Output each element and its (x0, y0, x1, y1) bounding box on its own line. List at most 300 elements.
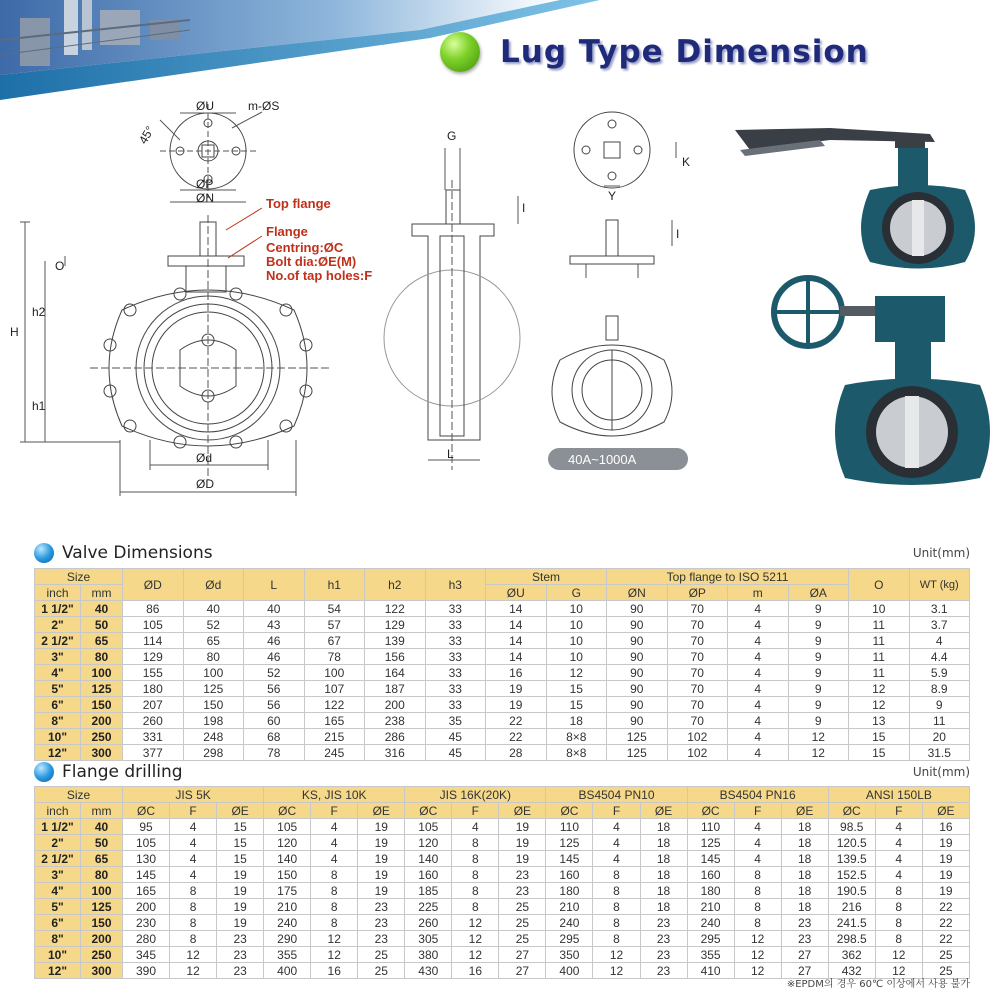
table-cell: 19 (217, 915, 264, 931)
col-O: O (849, 569, 910, 601)
table-cell: 4 (728, 745, 789, 761)
size-cell: 3" (35, 649, 81, 665)
col-N: ØN (607, 585, 668, 601)
size-cell: 125 (81, 899, 123, 915)
table-cell: 3.7 (909, 617, 970, 633)
table-cell: 316 (365, 745, 426, 761)
table-cell: 19 (358, 819, 405, 835)
table-cell: 14 (486, 617, 547, 633)
label-angle: 45° (135, 123, 158, 147)
table-cell: 240 (546, 915, 593, 931)
table-cell: 140 (264, 851, 311, 867)
table-cell: 216 (828, 899, 875, 915)
col-ks-jis10k: KS, JIS 10K (264, 787, 405, 803)
table-cell: 27 (781, 963, 828, 979)
table-cell: 4 (728, 601, 789, 617)
table-cell: 4 (728, 697, 789, 713)
table-cell: 78 (244, 745, 305, 761)
table-cell: 23 (358, 899, 405, 915)
table-cell: 23 (781, 931, 828, 947)
table-cell: 160 (405, 867, 452, 883)
table-cell: 70 (667, 617, 728, 633)
table-cell: 331 (123, 729, 184, 745)
table-cell: 10 (546, 601, 607, 617)
table-cell: 33 (425, 601, 486, 617)
table-cell: 125 (607, 745, 668, 761)
table-cell: 12 (849, 697, 910, 713)
table-cell: 18 (546, 713, 607, 729)
table-row (35, 867, 970, 883)
table-cell: 4 (875, 835, 922, 851)
subheader-cell: ØE (358, 803, 405, 819)
table-cell: 33 (425, 649, 486, 665)
table-cell: 90 (607, 713, 668, 729)
table-cell: 33 (425, 617, 486, 633)
size-cell: 40 (81, 819, 123, 835)
table-cell: 105 (123, 617, 184, 633)
table-cell: 16 (311, 963, 358, 979)
table-cell: 15 (546, 681, 607, 697)
table-cell: 8 (452, 835, 499, 851)
size-cell: 12" (35, 963, 81, 979)
table-cell: 380 (405, 947, 452, 963)
table-row (35, 601, 970, 617)
table-cell: 145 (687, 851, 734, 867)
table-cell: 31.5 (909, 745, 970, 761)
table-cell: 180 (123, 681, 184, 697)
table-cell: 4 (728, 713, 789, 729)
col-h1: h1 (304, 569, 365, 601)
table-cell: 8 (452, 851, 499, 867)
table-cell: 11 (849, 633, 910, 649)
table-cell: 198 (183, 713, 244, 729)
valve-dimensions-body (35, 601, 970, 761)
table-cell: 110 (687, 819, 734, 835)
size-cell: 4" (35, 883, 81, 899)
table-cell: 12 (734, 931, 781, 947)
table-cell: 432 (828, 963, 875, 979)
table-cell: 4 (734, 835, 781, 851)
table-cell: 22 (486, 713, 547, 729)
col-top-flange: Top flange to ISO 5211 (607, 569, 849, 585)
table-row (35, 899, 970, 915)
table-cell: 46 (244, 633, 305, 649)
table-cell: 4 (875, 867, 922, 883)
table-cell: 8 (593, 931, 640, 947)
table-cell: 22 (922, 931, 969, 947)
table-cell: 56 (244, 681, 305, 697)
table-cell: 33 (425, 697, 486, 713)
table-cell: 90 (607, 681, 668, 697)
table-row (35, 819, 970, 835)
table-cell: 355 (264, 947, 311, 963)
table-cell: 245 (304, 745, 365, 761)
table-cell: 25 (499, 899, 546, 915)
table-cell: 10 (546, 617, 607, 633)
label-top-flange: Top flange (266, 196, 331, 211)
table-cell: 9 (788, 681, 849, 697)
table-cell: 100 (183, 665, 244, 681)
table-cell: 355 (687, 947, 734, 963)
size-cell: 2 1/2" (35, 633, 81, 649)
table-cell: 8 (311, 883, 358, 899)
table-cell: 4 (593, 835, 640, 851)
table-cell: 4 (170, 835, 217, 851)
col-m: m (728, 585, 789, 601)
table-row (35, 883, 970, 899)
size-cell: 1 1/2" (35, 601, 81, 617)
table-cell: 27 (499, 963, 546, 979)
size-cell: 5" (35, 899, 81, 915)
table-cell: 11 (849, 665, 910, 681)
table-cell: 8 (593, 883, 640, 899)
table-cell: 4 (728, 729, 789, 745)
lever-valve-photo (735, 128, 975, 269)
subheader-cell: mm (81, 803, 123, 819)
label-flange: Flange (266, 224, 308, 239)
table-cell: 8 (593, 915, 640, 931)
table-cell: 4 (593, 851, 640, 867)
label-centring: Centring:ØC (266, 240, 344, 255)
table-cell: 4 (734, 819, 781, 835)
table-cell: 345 (123, 947, 170, 963)
size-cell: 3" (35, 867, 81, 883)
col-h3: h3 (425, 569, 486, 601)
table-cell: 120 (405, 835, 452, 851)
table-cell: 129 (365, 617, 426, 633)
flange-drilling-header (34, 762, 970, 782)
table-cell: 295 (546, 931, 593, 947)
table-cell: 8 (311, 915, 358, 931)
table-cell: 8×8 (546, 745, 607, 761)
stem-flange-detail (570, 220, 672, 278)
label-h1: h1 (32, 399, 46, 413)
table-cell: 33 (425, 633, 486, 649)
table-cell: 130 (123, 851, 170, 867)
table-cell: 19 (499, 819, 546, 835)
table-cell: 105 (405, 819, 452, 835)
table-cell: 4 (909, 633, 970, 649)
table-cell: 120 (264, 835, 311, 851)
table-cell: 164 (365, 665, 426, 681)
col-jis5k: JIS 5K (123, 787, 264, 803)
table-cell: 90 (607, 617, 668, 633)
table-cell: 390 (123, 963, 170, 979)
subheader-cell: inch (35, 803, 81, 819)
table-cell: 10 (546, 633, 607, 649)
table-cell: 140 (405, 851, 452, 867)
table-cell: 22 (486, 729, 547, 745)
table-cell: 9 (788, 713, 849, 729)
table-cell: 225 (405, 899, 452, 915)
table-cell: 23 (217, 931, 264, 947)
table-cell: 23 (499, 867, 546, 883)
page-title: Lug Type Dimension (500, 34, 869, 70)
size-cell: 8" (35, 931, 81, 947)
table-row (35, 915, 970, 931)
table-cell: 70 (667, 601, 728, 617)
table-cell: 78 (304, 649, 365, 665)
table-cell: 4 (728, 681, 789, 697)
table-cell: 25 (499, 915, 546, 931)
table-cell: 4 (728, 665, 789, 681)
small-front-view (552, 316, 672, 436)
table-cell: 80 (183, 649, 244, 665)
subheader-cell: ØC (264, 803, 311, 819)
flange-drilling-unit: Unit(mm) (912, 765, 970, 779)
table-cell: 4 (728, 617, 789, 633)
col-size: Size (35, 569, 123, 585)
size-cell: 2" (35, 617, 81, 633)
table-cell: 12 (593, 947, 640, 963)
table-cell: 125 (546, 835, 593, 851)
table-cell: 16 (452, 963, 499, 979)
table-cell: 60 (244, 713, 305, 729)
section-bullet-icon (34, 762, 54, 782)
table-cell: 305 (405, 931, 452, 947)
table-cell: 248 (183, 729, 244, 745)
col-bs4504-pn10: BS4504 PN10 (546, 787, 687, 803)
table-cell: 4 (593, 819, 640, 835)
subheader-cell: F (170, 803, 217, 819)
table-cell: 22 (922, 899, 969, 915)
table-cell: 19 (499, 851, 546, 867)
flange-drilling-body (35, 819, 970, 979)
table-cell: 122 (304, 697, 365, 713)
table-cell: 4 (311, 819, 358, 835)
table-cell: 12 (734, 947, 781, 963)
col-wt: WT (kg) (909, 569, 970, 601)
subheader-cell: ØC (405, 803, 452, 819)
table-cell: 18 (781, 867, 828, 883)
table-cell: 18 (781, 835, 828, 851)
col-D: ØD (123, 569, 184, 601)
footnote: ※EPDM의 경우 60℃ 이상에서 사용 불가 (786, 979, 970, 990)
size-cell: 200 (81, 713, 123, 729)
table-cell: 35 (425, 713, 486, 729)
table-cell: 18 (640, 867, 687, 883)
col-d: Ød (183, 569, 244, 601)
table-cell: 15 (217, 835, 264, 851)
table-cell: 5.9 (909, 665, 970, 681)
table-cell: 95 (123, 819, 170, 835)
table-cell: 12 (875, 963, 922, 979)
table-cell: 298.5 (828, 931, 875, 947)
page-title-group (440, 32, 869, 72)
table-cell: 295 (687, 931, 734, 947)
table-cell: 4.4 (909, 649, 970, 665)
table-cell: 215 (304, 729, 365, 745)
col-P: ØP (667, 585, 728, 601)
table-cell: 230 (123, 915, 170, 931)
table-cell: 114 (123, 633, 184, 649)
table-cell: 43 (244, 617, 305, 633)
table-cell: 12 (170, 947, 217, 963)
table-cell: 40 (183, 601, 244, 617)
table-cell: 23 (640, 963, 687, 979)
table-cell: 155 (123, 665, 184, 681)
table-cell: 65 (183, 633, 244, 649)
table-cell: 400 (546, 963, 593, 979)
table-cell: 8 (875, 931, 922, 947)
table-cell: 145 (123, 867, 170, 883)
table-row (35, 851, 970, 867)
table-cell: 139.5 (828, 851, 875, 867)
table-cell: 25 (499, 931, 546, 947)
table-cell: 70 (667, 633, 728, 649)
table-cell: 19 (922, 851, 969, 867)
table-cell: 98.5 (828, 819, 875, 835)
size-cell: 1 1/2" (35, 819, 81, 835)
table-cell: 18 (781, 899, 828, 915)
table-cell: 145 (546, 851, 593, 867)
table-cell: 15 (217, 819, 264, 835)
table-cell: 8 (875, 883, 922, 899)
table-cell: 350 (546, 947, 593, 963)
table-cell: 8 (311, 899, 358, 915)
size-cell: 65 (81, 851, 123, 867)
subheader-cell: F (452, 803, 499, 819)
table-cell: 8 (593, 899, 640, 915)
table-row (35, 697, 970, 713)
table-cell: 290 (264, 931, 311, 947)
table-cell: 8 (734, 867, 781, 883)
table-row (35, 729, 970, 745)
col-G: G (546, 585, 607, 601)
table-cell: 12 (546, 665, 607, 681)
col-ansi150lb: ANSI 150LB (828, 787, 969, 803)
table-cell: 28 (486, 745, 547, 761)
table-cell: 125 (607, 729, 668, 745)
subheader-cell: ØE (922, 803, 969, 819)
subheader-cell: F (311, 803, 358, 819)
table-cell: 210 (546, 899, 593, 915)
table-cell: 90 (607, 697, 668, 713)
table-cell: 16 (922, 819, 969, 835)
table-cell: 210 (687, 899, 734, 915)
table-cell: 165 (304, 713, 365, 729)
table-cell: 160 (546, 867, 593, 883)
table-cell: 70 (667, 697, 728, 713)
table-cell: 14 (486, 633, 547, 649)
table-cell: 12 (452, 947, 499, 963)
table-cell: 90 (607, 665, 668, 681)
table-cell: 8 (170, 883, 217, 899)
table-cell: 9 (788, 665, 849, 681)
table-cell: 23 (499, 883, 546, 899)
flange-drilling-title: Flange drilling (62, 762, 183, 782)
section-bullet-icon (34, 543, 54, 563)
table-cell: 15 (849, 729, 910, 745)
col-A: ØA (788, 585, 849, 601)
table-cell: 102 (667, 729, 728, 745)
table-cell: 45 (425, 745, 486, 761)
table-cell: 8 (734, 883, 781, 899)
table-cell: 23 (358, 915, 405, 931)
size-cell: 250 (81, 729, 123, 745)
size-cell: 6" (35, 915, 81, 931)
size-cell: 150 (81, 697, 123, 713)
table-cell: 12 (788, 729, 849, 745)
table-cell: 68 (244, 729, 305, 745)
subheader-cell: F (875, 803, 922, 819)
table-cell: 54 (304, 601, 365, 617)
table-cell: 400 (264, 963, 311, 979)
size-cell: 50 (81, 617, 123, 633)
table-cell: 4 (311, 835, 358, 851)
table-cell: 19 (217, 867, 264, 883)
label-K: K (682, 155, 691, 169)
table-cell: 19 (358, 835, 405, 851)
table-cell: 18 (781, 851, 828, 867)
table-cell: 150 (264, 867, 311, 883)
subheader-cell: ØE (217, 803, 264, 819)
table-row (35, 947, 970, 963)
table-cell: 12 (875, 947, 922, 963)
gear-valve-photo (774, 278, 990, 485)
table-cell: 410 (687, 963, 734, 979)
table-cell: 8 (170, 899, 217, 915)
table-cell: 4 (875, 819, 922, 835)
table-cell: 18 (640, 851, 687, 867)
subheader-cell: ØC (828, 803, 875, 819)
table-cell: 8 (170, 931, 217, 947)
table-cell: 102 (667, 745, 728, 761)
size-cell: 250 (81, 947, 123, 963)
size-cell: 100 (81, 883, 123, 899)
table-cell: 185 (405, 883, 452, 899)
table-cell: 23 (640, 947, 687, 963)
table-cell: 56 (244, 697, 305, 713)
title-bullet-icon (440, 32, 480, 72)
table-cell: 19 (486, 697, 547, 713)
table-cell: 86 (123, 601, 184, 617)
size-cell: 300 (81, 745, 123, 761)
table-cell: 4 (875, 851, 922, 867)
label-mS: m-ØS (248, 99, 280, 113)
table-cell: 11 (909, 713, 970, 729)
col-L: L (244, 569, 305, 601)
table-cell: 8 (311, 867, 358, 883)
subheader-cell: ØC (123, 803, 170, 819)
table-cell: 18 (640, 835, 687, 851)
table-cell: 15 (849, 745, 910, 761)
label-bolt-dia: Bolt dia:ØE(M) (266, 254, 357, 269)
subheader-cell: F (734, 803, 781, 819)
table-row (35, 681, 970, 697)
table-cell: 125 (687, 835, 734, 851)
table-cell: 40 (244, 601, 305, 617)
col-jis16k: JIS 16K(20K) (405, 787, 546, 803)
table-cell: 8 (734, 915, 781, 931)
table-cell: 8 (875, 915, 922, 931)
size-cell: 150 (81, 915, 123, 931)
valve-dimensions-header-row (35, 569, 970, 585)
table-row (35, 745, 970, 761)
table-cell: 8 (452, 883, 499, 899)
table-cell: 9 (788, 633, 849, 649)
table-cell: 377 (123, 745, 184, 761)
col-inch: inch (35, 585, 81, 601)
table-cell: 23 (781, 915, 828, 931)
label-P: ØP (196, 177, 214, 191)
flange-drilling-table (34, 786, 970, 979)
label-I-side: I (522, 201, 526, 215)
label-d: Ød (196, 451, 213, 465)
table-cell: 105 (264, 819, 311, 835)
table-cell: 13 (849, 713, 910, 729)
table-cell: 8 (734, 899, 781, 915)
